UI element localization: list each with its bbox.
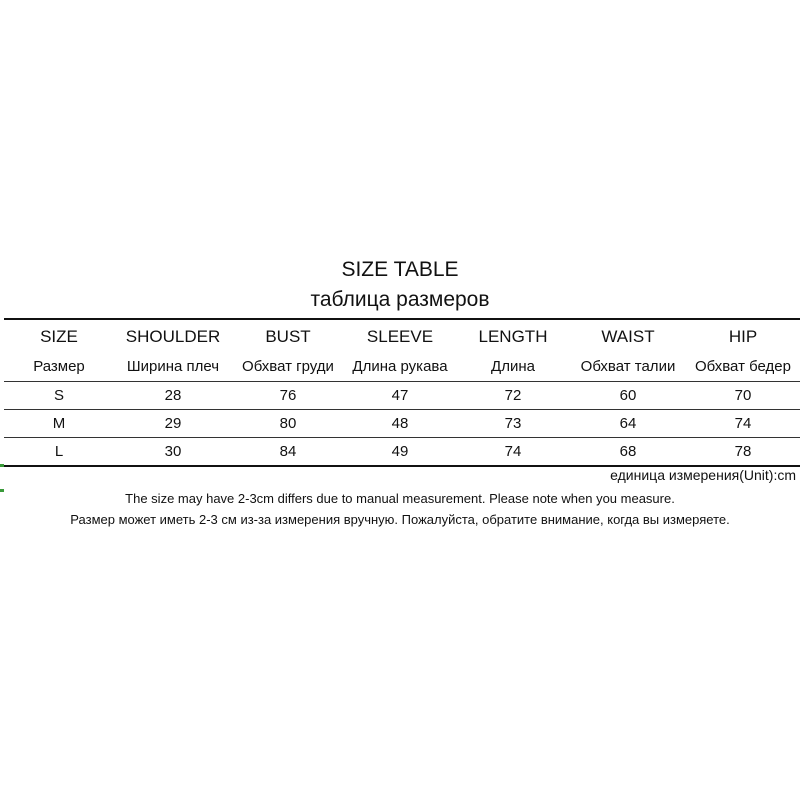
table-cell: M xyxy=(4,410,114,438)
edge-mark xyxy=(0,464,4,467)
header-size: SIZE xyxy=(40,327,78,346)
table-cell: 28 xyxy=(114,382,232,410)
header-sleeve: SLEEVE xyxy=(366,327,434,346)
table-cell: 29 xyxy=(114,410,232,438)
table-cell: 73 xyxy=(456,410,570,438)
size-table xyxy=(4,323,800,467)
page-title: SIZE TABLE xyxy=(341,258,459,281)
table-cell: 48 xyxy=(344,410,456,438)
table-row xyxy=(4,438,800,467)
table-row xyxy=(4,410,800,438)
header-length-ru: Длина xyxy=(456,351,570,382)
unit-note: единица измерения(Unit):cm xyxy=(610,467,796,483)
header-shoulder-ru: Ширина плеч xyxy=(114,351,232,382)
table-top-rule xyxy=(4,318,800,320)
table-cell: 47 xyxy=(344,382,456,410)
header-bust-ru: Обхват груди xyxy=(232,351,344,382)
header-hip-ru: Обхват бедер xyxy=(686,351,800,382)
header-sleeve-ru: Длина рукава xyxy=(344,351,456,382)
table-cell: 49 xyxy=(344,438,456,467)
table-cell: 68 xyxy=(570,438,686,467)
table-cell: 74 xyxy=(686,410,800,438)
header-row-ru xyxy=(4,351,800,382)
table-cell: 78 xyxy=(686,438,800,467)
header-length: LENGTH xyxy=(478,327,548,346)
header-bust: BUST xyxy=(265,327,311,346)
edge-mark xyxy=(0,489,4,492)
table-cell: L xyxy=(4,438,114,467)
measurement-note-ru: Размер может иметь 2-3 см из-за измерения вручную. Пожалуйста, обратите внимание, когда вы измеряете. xyxy=(70,512,730,527)
header-hip: HIP xyxy=(728,327,758,346)
table-cell: 74 xyxy=(456,438,570,467)
table-cell: 80 xyxy=(232,410,344,438)
table-cell: 84 xyxy=(232,438,344,467)
table-cell: S xyxy=(4,382,114,410)
measurement-note-en: The size may have 2-3cm differs due to manual measurement. Please note when you measure. xyxy=(125,491,675,506)
table-cell: 76 xyxy=(232,382,344,410)
table-cell: 70 xyxy=(686,382,800,410)
table-cell: 60 xyxy=(570,382,686,410)
header-shoulder: SHOULDER xyxy=(125,327,221,346)
table-cell: 72 xyxy=(456,382,570,410)
table-cell: 64 xyxy=(570,410,686,438)
table-row xyxy=(4,382,800,410)
header-waist: WAIST xyxy=(601,327,655,346)
table-cell: 30 xyxy=(114,438,232,467)
header-waist-ru: Обхват талии xyxy=(570,351,686,382)
header-size-ru: Размер xyxy=(4,351,114,382)
header-row-en xyxy=(4,323,800,351)
page-subtitle: таблица размеров xyxy=(310,288,490,311)
